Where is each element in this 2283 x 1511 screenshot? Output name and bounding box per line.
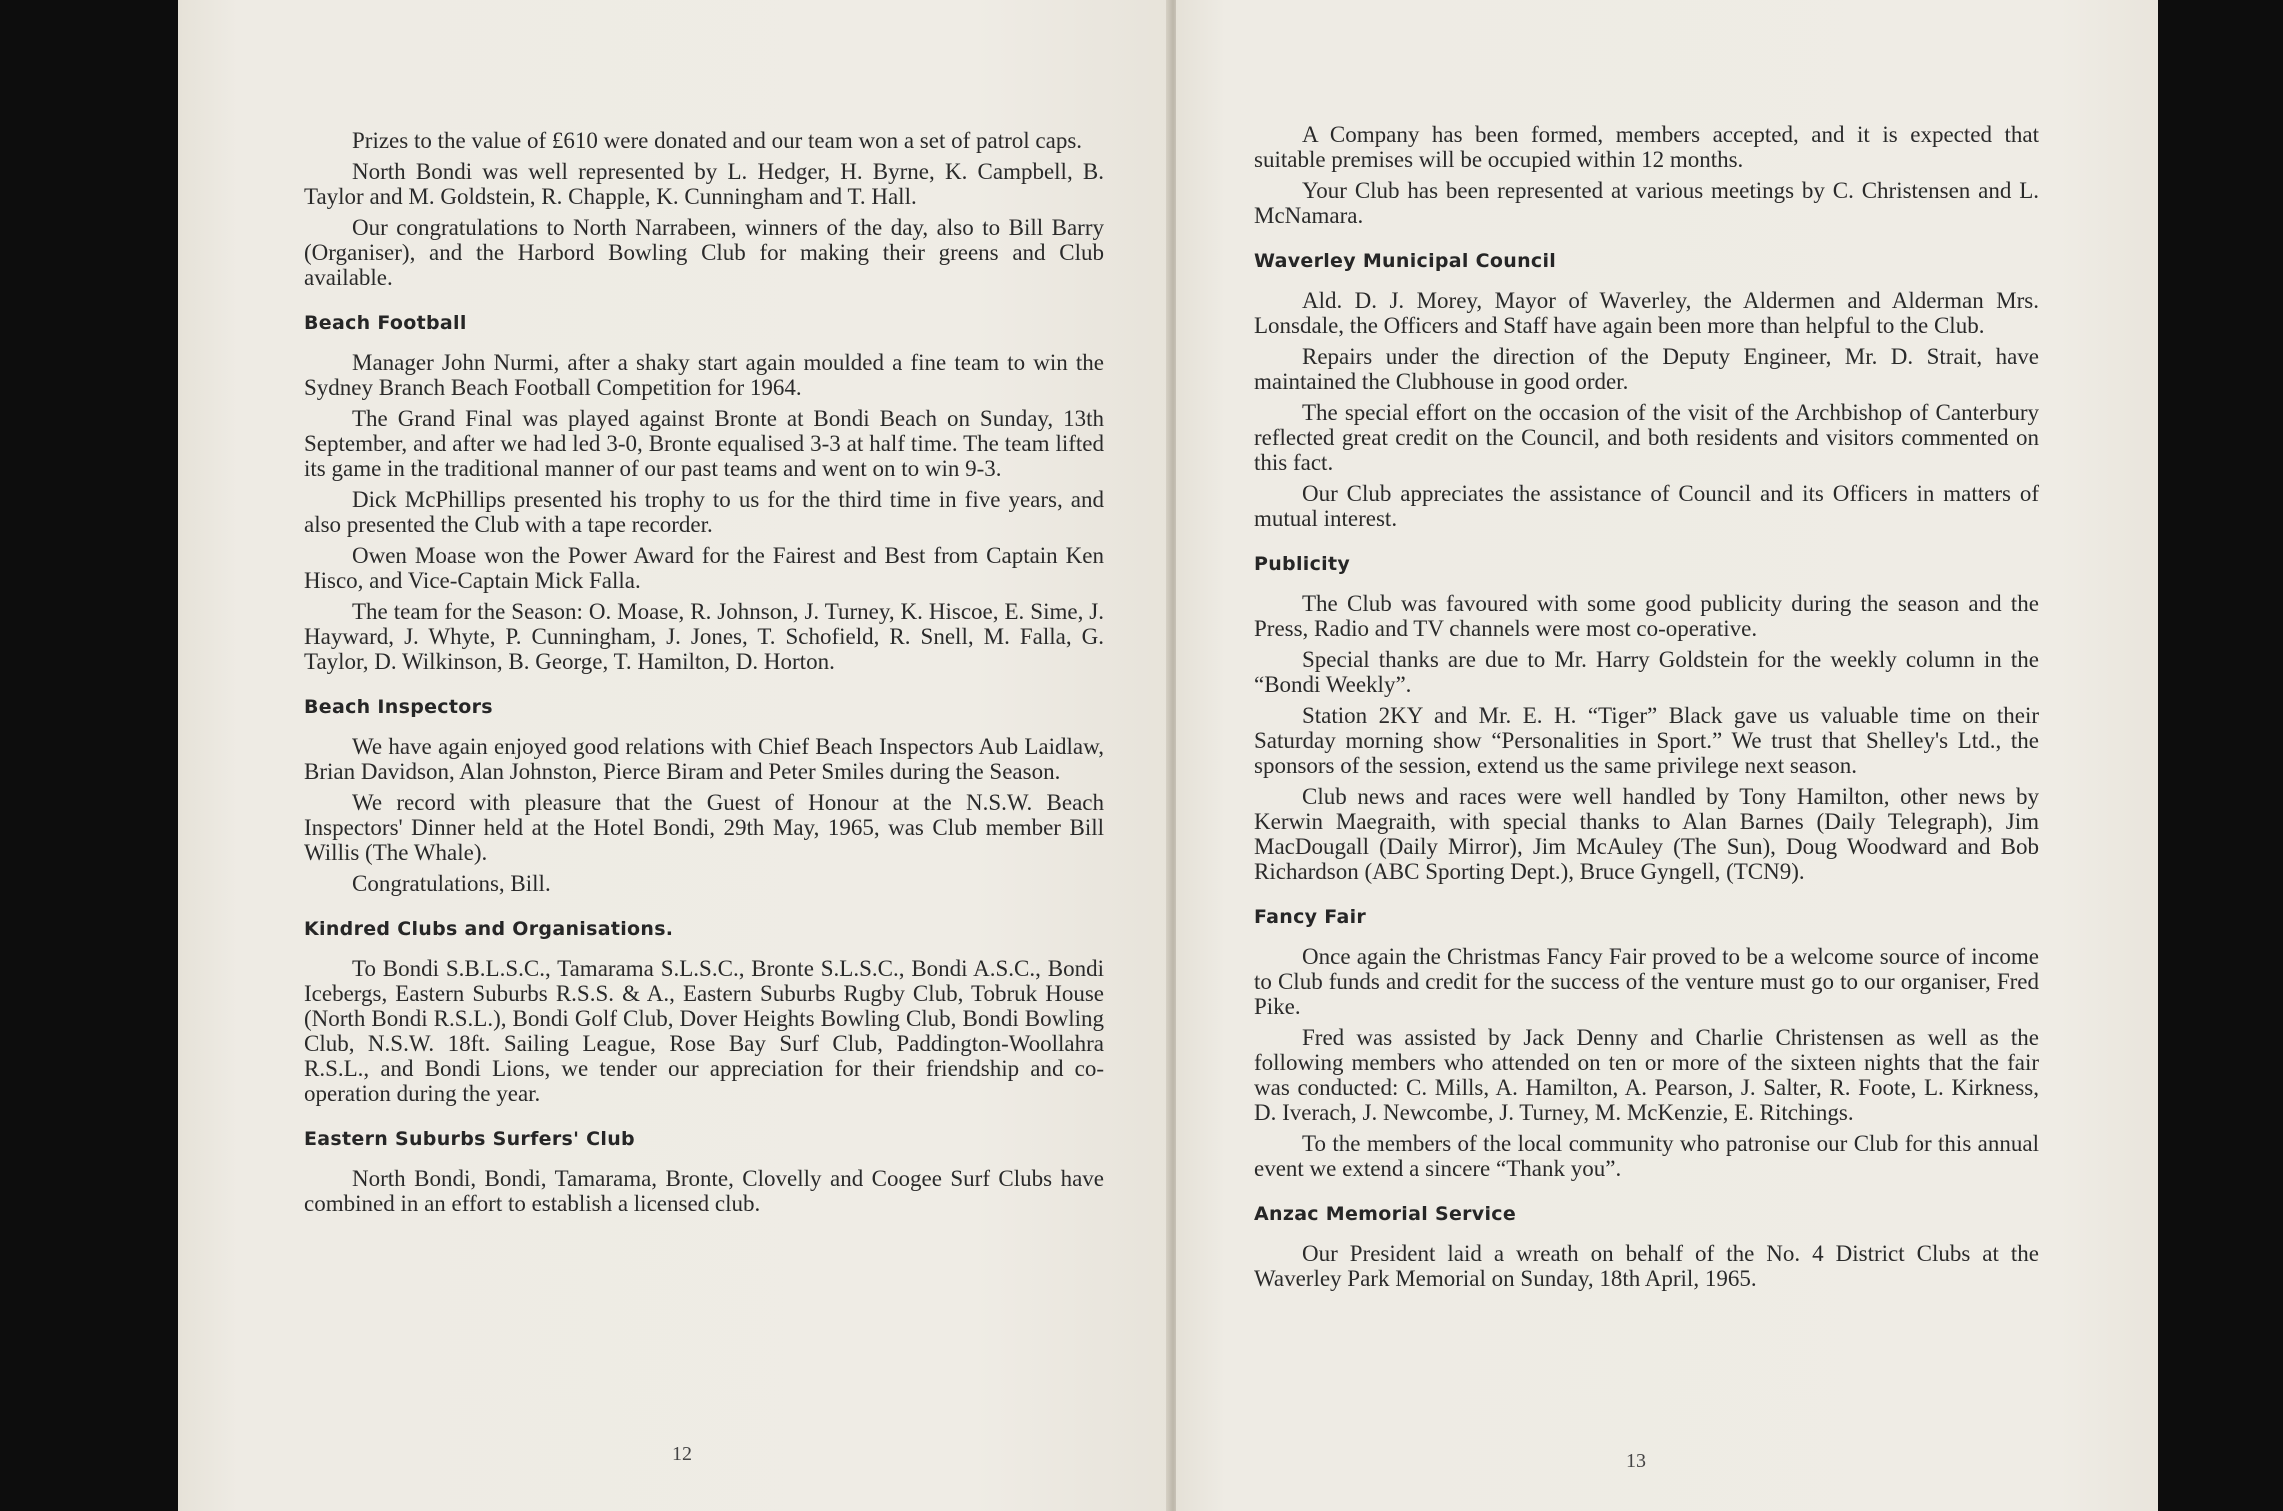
paragraph: The special effort on the occasion of the visit of the Archbishop of Canterbury reflected great credit on the Council, and both residents and visitors commented on this fact. xyxy=(1254,400,2039,475)
paragraph: Dick McPhillips presented his trophy to us for the third time in five years, and also presented the Club with a tape recorder. xyxy=(304,487,1104,537)
paragraph: To Bondi S.B.L.S.C., Tamarama S.L.S.C., Bronte S.L.S.C., Bondi A.S.C., Bondi Icebergs, Eastern Suburbs R.S.S. & A., Eastern Suburbs Rugby Club, Tobruk House (North Bondi R.S.L.), Bondi Golf Club, Dover Heights Bowling Club, Bondi Bowling Club, N.S.W. 18ft. Sailing League, Rose Bay Surf Club, Paddington-Woollahra R.S.L., and Bondi Lions, we tender our appreciation for their friendship and co-operation during the year. xyxy=(304,956,1104,1106)
paragraph: The Grand Final was played against Bronte at Bondi Beach on Sunday, 13th September, and after we had led 3-0, Bronte equalised 3-3 at half time. The team lifted its game in the traditional manner of our past teams and went on to win 9-3. xyxy=(304,406,1104,481)
paragraph: The Club was favoured with some good publicity during the season and the Press, Radio and TV channels were most co-operative. xyxy=(1254,591,2039,641)
paragraph: North Bondi, Bondi, Tamarama, Bronte, Clovelly and Coogee Surf Clubs have combined in an effort to establish a licensed club. xyxy=(304,1166,1104,1216)
paragraph: Ald. D. J. Morey, Mayor of Waverley, the Aldermen and Alderman Mrs. Lonsdale, the Officers and Staff have again been more than helpful to the Club. xyxy=(1254,288,2039,338)
paragraph: The team for the Season: O. Moase, R. Johnson, J. Turney, K. Hiscoe, E. Sime, J. Hayward, J. Whyte, P. Cunningham, J. Jones, T. Schofield, R. Snell, M. Falla, G. Taylor, D. Wilkinson, B. George, T. Hamilton, D. Horton. xyxy=(304,599,1104,674)
paragraph: Station 2KY and Mr. E. H. “Tiger” Black gave us valuable time on their Saturday morning show “Personalities in Sport.” We trust that Shelley's Ltd., the sponsors of the session, extend us the same privilege next season. xyxy=(1254,703,2039,778)
section-heading: Anzac Memorial Service xyxy=(1254,1203,1517,1225)
paragraph: Once again the Christmas Fancy Fair proved to be a welcome source of income to Club funds and credit for the success of the venture must go to our organiser, Fred Pike. xyxy=(1254,944,2039,1019)
right-page xyxy=(1176,0,2158,1511)
section-heading: Beach Football xyxy=(304,312,467,334)
paragraph: Our congratulations to North Narrabeen, winners of the day, also to Bill Barry (Organiser), and the Harbord Bowling Club for making their greens and Club available. xyxy=(304,215,1104,290)
paragraph: We record with pleasure that the Guest of Honour at the N.S.W. Beach Inspectors' Dinner held at the Hotel Bondi, 29th May, 1965, was Club member Bill Willis (The Whale). xyxy=(304,790,1104,865)
section-heading: Fancy Fair xyxy=(1254,906,1367,928)
section-heading: Eastern Suburbs Surfers' Club xyxy=(304,1128,635,1150)
left-page xyxy=(178,0,1172,1511)
paragraph: A Company has been formed, members accepted, and it is expected that suitable premises will be occupied within 12 months. xyxy=(1254,122,2039,172)
paragraph: To the members of the local community who patronise our Club for this annual event we extend a sincere “Thank you”. xyxy=(1254,1131,2039,1181)
paragraph: Repairs under the direction of the Deputy Engineer, Mr. D. Strait, have maintained the Clubhouse in good order. xyxy=(1254,344,2039,394)
right-page-text xyxy=(1254,122,2039,1297)
paragraph: Special thanks are due to Mr. Harry Goldstein for the weekly column in the “Bondi Weekly”. xyxy=(1254,647,2039,697)
section-heading: Publicity xyxy=(1254,553,1351,575)
paragraph: North Bondi was well represented by L. Hedger, H. Byrne, K. Campbell, B. Taylor and M. Goldstein, R. Chapple, K. Cunningham and T. Hall. xyxy=(304,159,1104,209)
paragraph: Fred was assisted by Jack Denny and Charlie Christensen as well as the following members who attended on ten or more of the sixteen nights that the fair was conducted: C. Mills, A. Hamilton, A. Pearson, J. Salter, R. Foote, L. Kirkness, D. Iverach, J. Newcombe, J. Turney, M. McKenzie, E. Ritchings. xyxy=(1254,1025,2039,1125)
paragraph: Our Club appreciates the assistance of Council and its Officers in matters of mutual interest. xyxy=(1254,481,2039,531)
paragraph: We have again enjoyed good relations with Chief Beach Inspectors Aub Laidlaw, Brian Davidson, Alan Johnston, Pierce Biram and Peter Smiles during the Season. xyxy=(304,734,1104,784)
paragraph: Prizes to the value of £610 were donated and our team won a set of patrol caps. xyxy=(352,128,1083,153)
paragraph: Congratulations, Bill. xyxy=(352,871,551,896)
paragraph: Club news and races were well handled by Tony Hamilton, other news by Kerwin Maegraith, with special thanks to Alan Barnes (Daily Telegraph), Jim MacDougall (Daily Mirror), Jim McAuley (The Sun), Doug Woodward and Bob Richardson (ABC Sporting Dept.), Bruce Gyngell, (TCN9). xyxy=(1254,784,2039,884)
paragraph: Your Club has been represented at various meetings by C. Christensen and L. McNamara. xyxy=(1254,178,2039,228)
section-heading: Kindred Clubs and Organisations. xyxy=(304,918,674,940)
left-page-text xyxy=(304,128,1104,1222)
paragraph: Owen Moase won the Power Award for the Fairest and Best from Captain Ken Hisco, and Vice-Captain Mick Falla. xyxy=(304,543,1104,593)
section-heading: Waverley Municipal Council xyxy=(1254,250,1557,272)
page-number-right: 13 xyxy=(1626,1450,1646,1472)
paragraph: Our President laid a wreath on behalf of the No. 4 District Clubs at the Waverley Park Memorial on Sunday, 18th April, 1965. xyxy=(1254,1241,2039,1291)
page-number-left: 12 xyxy=(672,1443,692,1465)
paragraph: Manager John Nurmi, after a shaky start again moulded a fine team to win the Sydney Branch Beach Football Competition for 1964. xyxy=(304,350,1104,400)
section-heading: Beach Inspectors xyxy=(304,696,493,718)
